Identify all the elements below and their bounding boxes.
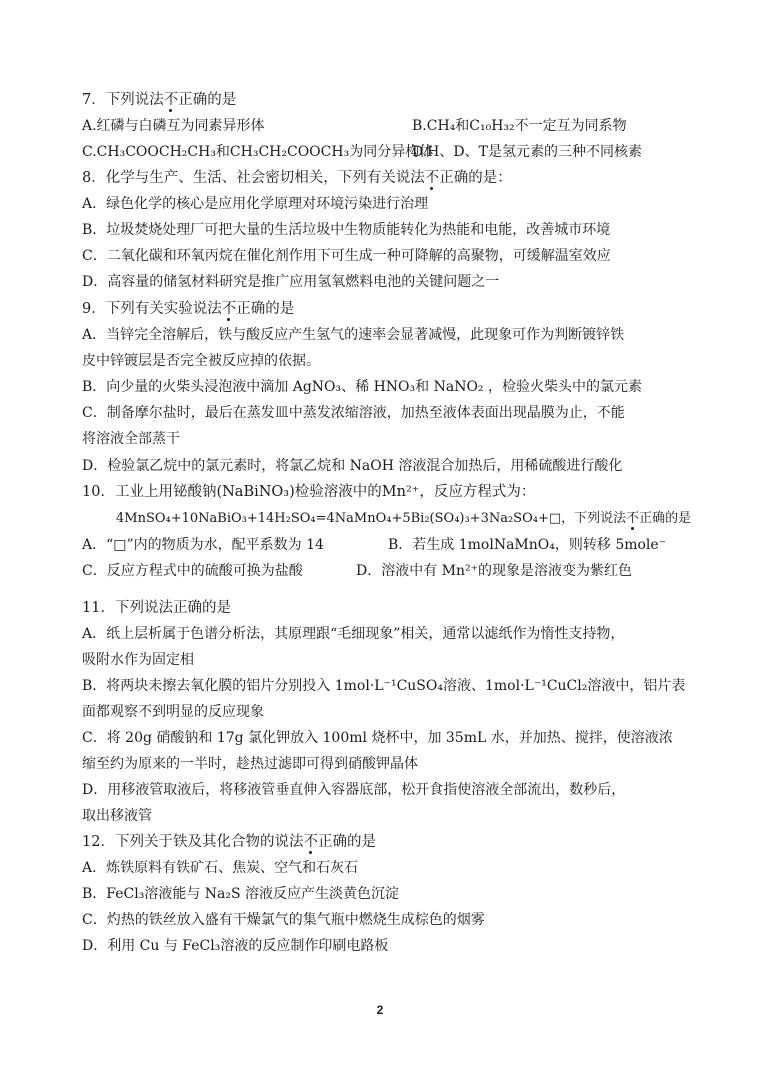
q11-option-d-line1: D．用移液管取液后，将移液管垂直伸入容器底部，松开食指使溶液全部流出，数秒后， [82, 782, 626, 798]
q11-option-c-line1: C．将 20g 硝酸钠和 17g 氯化钾放入 100ml 烧杯中，加 35mL 水，并加热、搅拌，使溶液浓 [82, 730, 673, 746]
page-number: 2 [376, 1003, 384, 1017]
q9-option-a-line1: A．当锌完全溶解后，铁与酸反应产生氢气的速率会显著减慢，此现象可作为判断镀锌铁 [82, 327, 625, 343]
q12-stem: 12．下列关于铁及其化合物的说法不正确的是 [82, 834, 376, 850]
q9-option-c-line2: 将溶液全部蒸干 [82, 431, 180, 447]
emphasis-dot: 不 [424, 170, 440, 186]
q9-option-a-line2: 皮中锌镀层是否完全被反应掉的依据。 [82, 353, 320, 369]
q12-option-b: B．FeCl₃溶液能与 Na₂S 溶液反应产生淡黄色沉淀 [82, 886, 400, 902]
q7-option-b: B.CH₄和C₁₀H₃₂不一定互为同系物 [412, 118, 627, 134]
q11-option-d-line2: 取出移液管 [82, 808, 152, 824]
emphasis-dot: 不 [303, 834, 318, 850]
q7-stem: 7．下列说法不正确的是 [82, 92, 237, 108]
q12-option-c: C．灼热的铁丝放入盛有干燥氯气的集气瓶中燃烧生成棕色的烟雾 [82, 912, 485, 928]
q11-option-a-line2: 吸附水作为固定相 [82, 652, 194, 668]
q10-option-a: A．“□”内的物质为水，配平系数为 14 [82, 537, 324, 553]
q10-option-d: D．溶液中有 Mn²⁺的现象是溶液变为紫红色 [356, 563, 633, 579]
q8-option-c: C．二氧化碳和环氧丙烷在催化剂作用下可生成一种可降解的高聚物，可缓解温室效应 [82, 248, 611, 264]
q8-option-d: D．高容量的储氢材料研究是推广应用氢氧燃料电池的关键问题之一 [82, 274, 500, 290]
q11-option-b-line1: B．将两块未擦去氧化膜的铝片分别投入 1mol·L⁻¹CuSO₄溶液、1mol·L⁻¹CuCl₂溶液中，铝片表 [82, 678, 686, 694]
q8-stem: 8．化学与生产、生活、社会密切相关，下列有关说法不正确的是： [82, 170, 512, 186]
emphasis-dot: 不 [163, 92, 179, 108]
q11-option-c-line2: 缩至约为原来的一半时，趁热过滤即可得到硝酸钾晶体 [82, 756, 418, 772]
q11-stem: 11．下列说法正确的是 [82, 600, 231, 616]
emphasis-dot: 不 [626, 511, 640, 526]
q8-option-b: B．垃圾焚烧处理厂可把大量的生活垃圾中生物质能转化为热能和电能，改善城市环境 [82, 222, 611, 238]
q10-equation: 4MnSO₄+10NaBiO₃+14H₂SO₄=4NaMnO₄+5Bi₂(SO₄)₃+3Na₂SO₄+□，下列说法不正确的是 [116, 511, 692, 526]
q7-option-d: D.H、D、T是氢元素的三种不同核素 [412, 144, 642, 160]
emphasis-dot: 不 [221, 301, 237, 317]
q10-option-b: B．若生成 1molNaMnO₄，则转移 5mole⁻ [388, 537, 667, 553]
q9-stem: 9．下列有关实验说法不正确的是 [82, 301, 295, 317]
q9-option-c-line1: C．制备摩尔盐时，最后在蒸发皿中蒸发浓缩溶液，加热至液体表面出现晶膜为止，不能 [82, 405, 625, 421]
q7-option-c: C.CH₃COOCH₂CH₃和CH₃CH₂COOCH₃为同分异构体 [82, 144, 434, 160]
q9-option-d: D．检验氯乙烷中的氯元素时，将氯乙烷和 NaOH 溶液混合加热后，用稀硫酸进行酸化 [82, 458, 623, 474]
q11-option-b-line2: 面都观察不到明显的反应现象 [82, 704, 264, 720]
q7-option-a: A.红磷与白磷互为同素异形体 [82, 118, 265, 134]
q12-option-d: D．利用 Cu 与 FeCl₃溶液的反应制作印刷电路板 [82, 938, 389, 954]
q12-option-a: A．炼铁原料有铁矿石、焦炭、空气和石灰石 [82, 860, 359, 876]
q10-option-c: C．反应方程式中的硫酸可换为盐酸 [82, 563, 303, 579]
q10-stem: 10．工业上用铋酸钠(NaBiNO₃)检验溶液中的Mn²⁺，反应方程式为： [82, 484, 536, 500]
q8-option-a: A．绿色化学的核心是应用化学原理对环境污染进行治理 [82, 196, 429, 212]
q9-option-b: B．向少量的火柴头浸泡液中滴加 AgNO₃、稀 HNO₃和 NaNO₂ ，检验火柴头中的氯元素 [82, 379, 642, 395]
q11-option-a-line1: A．纸上层析属于色谱分析法，其原理跟“毛细现象”相关，通常以滤纸作为惰性支持物， [82, 626, 625, 642]
